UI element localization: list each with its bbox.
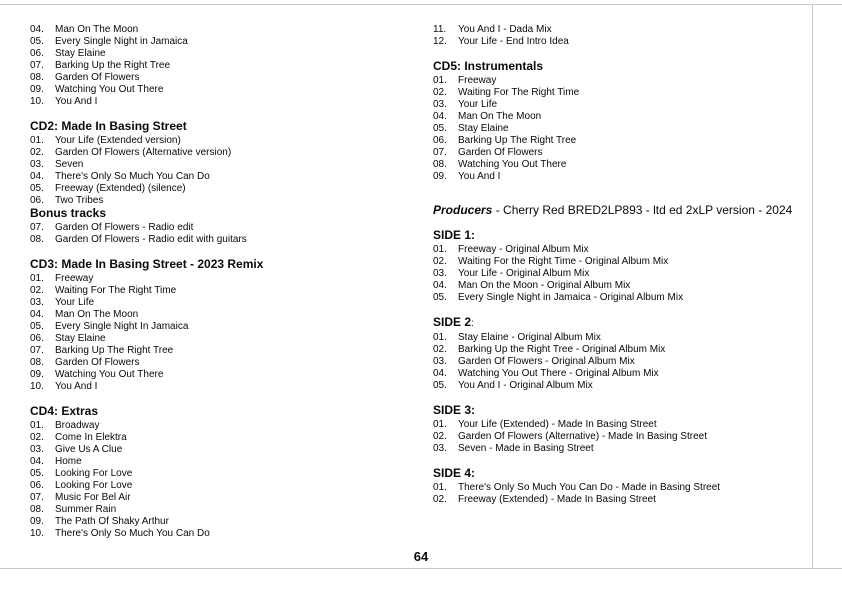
track-number: 05. [433,123,447,134]
track-row [30,333,412,345]
track-row [30,528,412,540]
section-heading-text: CD5: Instrumentals [433,59,544,73]
track-list [433,332,815,392]
track-row [30,480,412,492]
track-title: Stay Elaine - Original Album Mix [458,332,601,343]
track-title: Garden Of Flowers - Radio edit [55,222,194,233]
track-number: 04. [30,456,44,467]
track-number: 02. [433,87,447,98]
section-heading [433,229,815,242]
track-number: 04. [433,280,447,291]
track-title: Give Us A Clue [55,444,123,455]
section-heading-text: CD3: Made In Basing Street - 2023 Remix [30,257,264,271]
track-row [433,111,815,123]
track-title: Waiting For the Right Time - Original Album Mix [458,256,669,267]
track-row [30,48,412,60]
track-title: Broadway [55,420,100,431]
track-row [433,380,815,392]
track-title: Your Life [458,99,498,110]
track-row [30,369,412,381]
track-number: 02. [30,285,44,296]
track-row [30,420,412,432]
track-title: Man On The Moon [458,111,542,122]
page-number: 64 [413,549,429,564]
track-row [30,222,412,234]
track-title: Freeway (Extended) - Made In Basing Street [458,494,656,505]
track-title: Barking Up The Right Tree [55,345,174,356]
track-row [30,72,412,84]
track-list [433,419,815,455]
track-list [30,420,412,540]
track-title: Barking Up the Right Tree [55,60,171,71]
track-number: 03. [433,268,447,279]
track-number: 07. [30,345,44,356]
section-heading [30,120,412,133]
track-number: 01. [30,135,44,146]
track-number: 10. [30,528,44,539]
track-number: 05. [30,36,44,47]
track-title: Stay Elaine [55,333,106,344]
track-number: 10. [30,96,44,107]
track-number: 04. [433,368,447,379]
track-title: Seven [55,159,84,170]
section-heading-suffix: : [471,318,474,329]
track-list [30,135,412,207]
track-number: 01. [30,273,44,284]
track-row [433,431,815,443]
track-row [433,75,815,87]
track-title: Freeway [458,75,497,86]
track-row [30,84,412,96]
track-number: 12. [433,36,447,47]
track-number: 01. [433,482,447,493]
right-column [433,24,815,506]
track-number: 02. [433,256,447,267]
track-number: 03. [30,297,44,308]
section-heading-text: CD2: Made In Basing Street [30,119,187,133]
track-title: Stay Elaine [55,48,106,59]
section-heading-text: SIDE 2 [433,315,472,329]
track-row [433,24,815,36]
track-title: Your Life (Extended version) [55,135,181,146]
track-row [433,292,815,304]
track-number: 09. [30,516,44,527]
track-title: Every Single Night in Jamaica - Original Album Mix [458,292,684,303]
track-title: You And I [55,381,98,392]
track-number: 02. [433,344,447,355]
track-list [30,222,412,246]
track-number: 06. [30,195,44,206]
track-row [433,171,815,183]
track-row [30,159,412,171]
track-row [433,368,815,380]
track-row [30,432,412,444]
section-heading-text: SIDE 3: [433,403,476,417]
track-number: 04. [30,24,44,35]
track-number: 06. [30,333,44,344]
track-title: You And I [458,171,501,182]
track-title: Garden Of Flowers (Alternative version) [55,147,232,158]
track-row [30,357,412,369]
track-list [433,244,815,304]
track-number: 04. [433,111,447,122]
track-title: Garden Of Flowers - Original Album Mix [458,356,635,367]
track-row [30,468,412,480]
track-row [433,356,815,368]
track-number: 07. [433,147,447,158]
track-row [433,147,815,159]
track-number: 07. [30,60,44,71]
track-number: 05. [433,380,447,391]
track-row [433,87,815,99]
track-list [30,273,412,393]
track-row [433,482,815,494]
track-title: Waiting For The Right Time [55,285,177,296]
track-number: 06. [433,135,447,146]
track-title: Freeway (Extended) (silence) [55,183,186,194]
track-number: 01. [433,75,447,86]
track-title: Home [55,456,82,467]
track-title: Every Single Night In Jamaica [55,321,189,332]
track-row [433,135,815,147]
track-number: 02. [433,494,447,505]
track-number: 05. [433,292,447,303]
track-title: Watching You Out There - Original Album Mix [458,368,659,379]
track-title: There's Only So Much You Can Do - Made in Basing Street [458,482,721,493]
section-heading [433,316,815,330]
track-number: 09. [433,171,447,182]
track-number: 09. [30,369,44,380]
track-row [433,256,815,268]
track-number: 03. [30,159,44,170]
track-number: 08. [30,72,44,83]
track-title: Garden Of Flowers - Radio edit with guitars [55,234,247,245]
track-row [30,381,412,393]
track-title: There's Only So Much You Can Do [55,528,210,539]
track-title: Garden Of Flowers (Alternative) - Made In Basing Street [458,431,707,442]
track-number: 07. [30,222,44,233]
section-heading [433,467,815,480]
producers-line [433,204,815,217]
track-title: Freeway - Original Album Mix [458,244,589,255]
track-list [30,24,412,108]
track-number: 07. [30,492,44,503]
track-number: 02. [30,147,44,158]
track-number: 11. [433,24,447,35]
track-title: Your Life - Original Album Mix [458,268,590,279]
track-row [433,332,815,344]
track-title: Garden Of Flowers [458,147,543,158]
track-title: Man On The Moon [55,24,139,35]
track-number: 02. [433,431,447,442]
track-number: 10. [30,381,44,392]
section-heading [30,405,412,418]
track-number: 06. [30,48,44,59]
track-title: Barking Up The Right Tree [458,135,577,146]
producers-release-info: - Cherry Red BRED2LP893 - ltd ed 2xLP version - 2024 [492,203,793,217]
left-column [30,24,412,540]
track-title: Your Life (Extended) - Made In Basing Street [458,419,657,430]
track-title: Two Tribes [55,195,104,206]
track-row [30,321,412,333]
track-number: 08. [30,504,44,515]
track-title: Freeway [55,273,94,284]
section-heading-text: Bonus tracks [30,206,107,220]
section-heading-text: SIDE 1: [433,228,476,242]
track-number: 03. [433,443,447,454]
track-row [30,285,412,297]
track-row [433,36,815,48]
track-number: 08. [30,357,44,368]
track-row [433,419,815,431]
track-number: 01. [433,419,447,430]
track-title: Garden Of Flowers [55,357,140,368]
track-row [30,273,412,285]
track-row [30,297,412,309]
section-heading [433,60,815,73]
section-heading [30,258,412,271]
track-row [30,171,412,183]
track-row [433,123,815,135]
track-row [433,244,815,256]
track-row [30,96,412,108]
track-title: There's Only So Much You Can Do [55,171,210,182]
track-row [30,492,412,504]
track-title: Seven - Made in Basing Street [458,443,594,454]
track-row [433,268,815,280]
track-row [30,504,412,516]
track-row [30,183,412,195]
track-title: Man On The Moon [55,309,139,320]
track-title: Looking For Love [55,480,133,491]
track-row [30,36,412,48]
track-title: Barking Up the Right Tree - Original Album Mix [458,344,666,355]
track-row [30,345,412,357]
track-number: 04. [30,309,44,320]
producers-label: Producers [433,203,493,217]
track-number: 05. [30,183,44,194]
track-number: 03. [433,356,447,367]
section-heading-text: CD4: Extras [30,404,99,418]
track-title: Watching You Out There [55,84,164,95]
track-title: Your Life [55,297,95,308]
section-heading-text: SIDE 4: [433,466,476,480]
track-title: Every Single Night in Jamaica [55,36,188,47]
track-number: 09. [30,84,44,95]
track-number: 08. [433,159,447,170]
track-row [433,443,815,455]
track-title: Garden Of Flowers [55,72,140,83]
track-row [30,60,412,72]
track-row [433,99,815,111]
track-title: Stay Elaine [458,123,509,134]
track-row [30,456,412,468]
track-row [30,135,412,147]
track-row [30,516,412,528]
track-number: 05. [30,321,44,332]
track-title: The Path Of Shaky Arthur [55,516,169,527]
page-bottom-edge [0,568,842,569]
track-title: You And I - Dada Mix [458,24,552,35]
track-title: Music For Bel Air [55,492,131,503]
track-number: 05. [30,468,44,479]
track-title: You And I - Original Album Mix [458,380,593,391]
track-row [30,444,412,456]
track-row [30,147,412,159]
track-number: 01. [433,244,447,255]
track-title: Come In Elektra [55,432,127,443]
track-number: 01. [433,332,447,343]
track-row [433,280,815,292]
track-row [30,24,412,36]
track-list [433,75,815,183]
track-title: Your Life - End Intro Idea [458,36,569,47]
track-number: 03. [433,99,447,110]
track-title: Summer Rain [55,504,117,515]
track-number: 01. [30,420,44,431]
track-title: Watching You Out There [458,159,567,170]
track-title: Man On the Moon - Original Album Mix [458,280,631,291]
track-list [433,24,815,48]
track-row [433,159,815,171]
track-number: 04. [30,171,44,182]
track-list [433,482,815,506]
track-number: 03. [30,444,44,455]
page-top-edge [0,4,842,5]
track-title: You And I [55,96,98,107]
track-row [30,234,412,246]
track-row [30,309,412,321]
track-number: 08. [30,234,44,245]
track-title: Looking For Love [55,468,133,479]
track-number: 02. [30,432,44,443]
track-row [433,494,815,506]
track-number: 06. [30,480,44,491]
track-title: Watching You Out There [55,369,164,380]
section-heading [30,207,412,220]
track-row [433,344,815,356]
track-title: Waiting For The Right Time [458,87,580,98]
section-heading [433,404,815,417]
